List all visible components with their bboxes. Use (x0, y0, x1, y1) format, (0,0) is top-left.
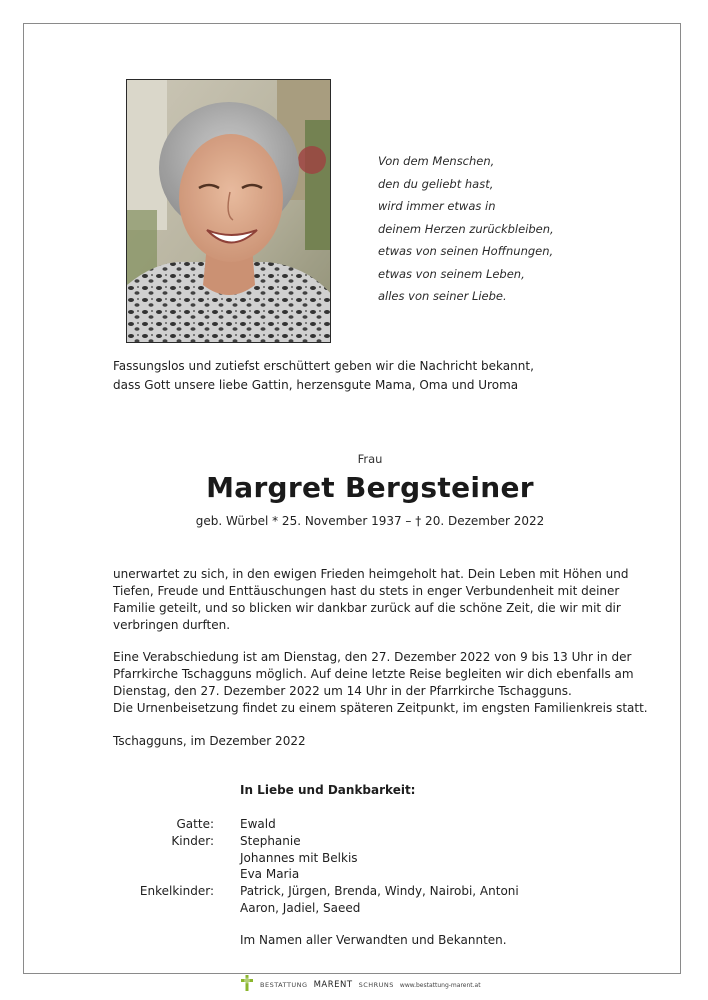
poem-line: alles von seiner Liebe. (378, 289, 507, 303)
paragraph-passing (113, 566, 629, 634)
paragraph-line: Eine Verabschiedung ist am Dienstag, den 27. Dezember 2022 von 9 bis 13 Uhr in der (113, 650, 632, 664)
paragraph-line: Familie geteilt, und so blicken wir dankbar zurück auf die schöne Zeit, die wir mit dir (113, 601, 621, 615)
place-date-line: Tschagguns, im Dezember 2022 (113, 734, 306, 748)
paragraph-line: Dienstag, den 27. Dezember 2022 um 14 Uhr in der Pfarrkirche Tschagguns. (113, 684, 572, 698)
poem-line: etwas von seinen Hoffnungen, (378, 244, 554, 258)
place-date (113, 733, 306, 750)
family-member: Aaron, Jadiel, Saeed (240, 900, 361, 915)
footer-prefix: BESTATTUNG (260, 981, 308, 989)
paragraph-line: Die Urnenbeisetzung findet zu einem späteren Zeitpunkt, im engsten Familienkreis statt. (113, 701, 648, 715)
paragraph-line: unerwartet zu sich, in den ewigen Frieden heimgeholt hat. Dein Leben mit Höhen und (113, 567, 629, 581)
family-label (100, 900, 214, 917)
family-label (100, 866, 214, 883)
closing-line: Im Namen aller Verwandten und Bekannten. (240, 933, 507, 947)
cross-logo-icon (240, 975, 254, 995)
footer-brand: MARENT (313, 980, 353, 990)
paragraph-line: Tiefen, Freude und Enttäuschungen hast du stets in enger Verbundenheit mit deiner (113, 584, 620, 598)
family-member: Ewald (240, 817, 276, 831)
salutation: Frau (357, 452, 383, 466)
family-label: Gatte: (176, 817, 214, 831)
life-dates: geb. Würbel * 25. November 1937 – † 20. Dezember 2022 (195, 514, 545, 528)
portrait-photo (126, 79, 331, 343)
family-member: Patrick, Jürgen, Brenda, Windy, Nairobi, Antoni (240, 884, 519, 899)
poem-line: den du geliebt hast, (378, 176, 494, 191)
footer-url[interactable]: www.bestattung-marent.at (399, 981, 481, 989)
intro-line: Fassungslos und zutiefst erschüttert geben wir die Nachricht bekannt, (113, 359, 534, 373)
poem-line: etwas von seinem Leben, (378, 266, 525, 281)
paragraph-line: Pfarrkirche Tschagguns möglich. Auf deine letzte Reise begleiten wir dich ebenfalls am (113, 667, 634, 681)
family-member: Johannes mit Belkis (240, 850, 358, 865)
intro-line: dass Gott unsere liebe Gattin, herzensgute Mama, Oma und Uroma (113, 377, 519, 392)
family-heading: In Liebe und Dankbarkeit: (240, 783, 416, 797)
family-member: Eva Maria (240, 867, 300, 882)
poem-line: Von dem Menschen, (378, 154, 495, 168)
poem (378, 150, 554, 308)
paragraph-line: verbringen durften. (113, 618, 231, 632)
deceased-name: Margret Bergsteiner (206, 471, 534, 504)
footer (240, 976, 481, 994)
family-member: Stephanie (240, 833, 301, 848)
family-label: Enkelkinder: (139, 884, 214, 899)
family-names (240, 816, 519, 917)
paragraph-ceremony (113, 649, 648, 717)
family-label: Kinder: (171, 833, 214, 848)
poem-line: wird immer etwas in (378, 199, 496, 213)
footer-town: SCHRUNS (358, 981, 394, 989)
poem-line: deinem Herzen zurückbleiben, (378, 221, 554, 236)
family-label (100, 850, 214, 867)
intro-text (113, 357, 534, 394)
family-labels (100, 816, 214, 917)
